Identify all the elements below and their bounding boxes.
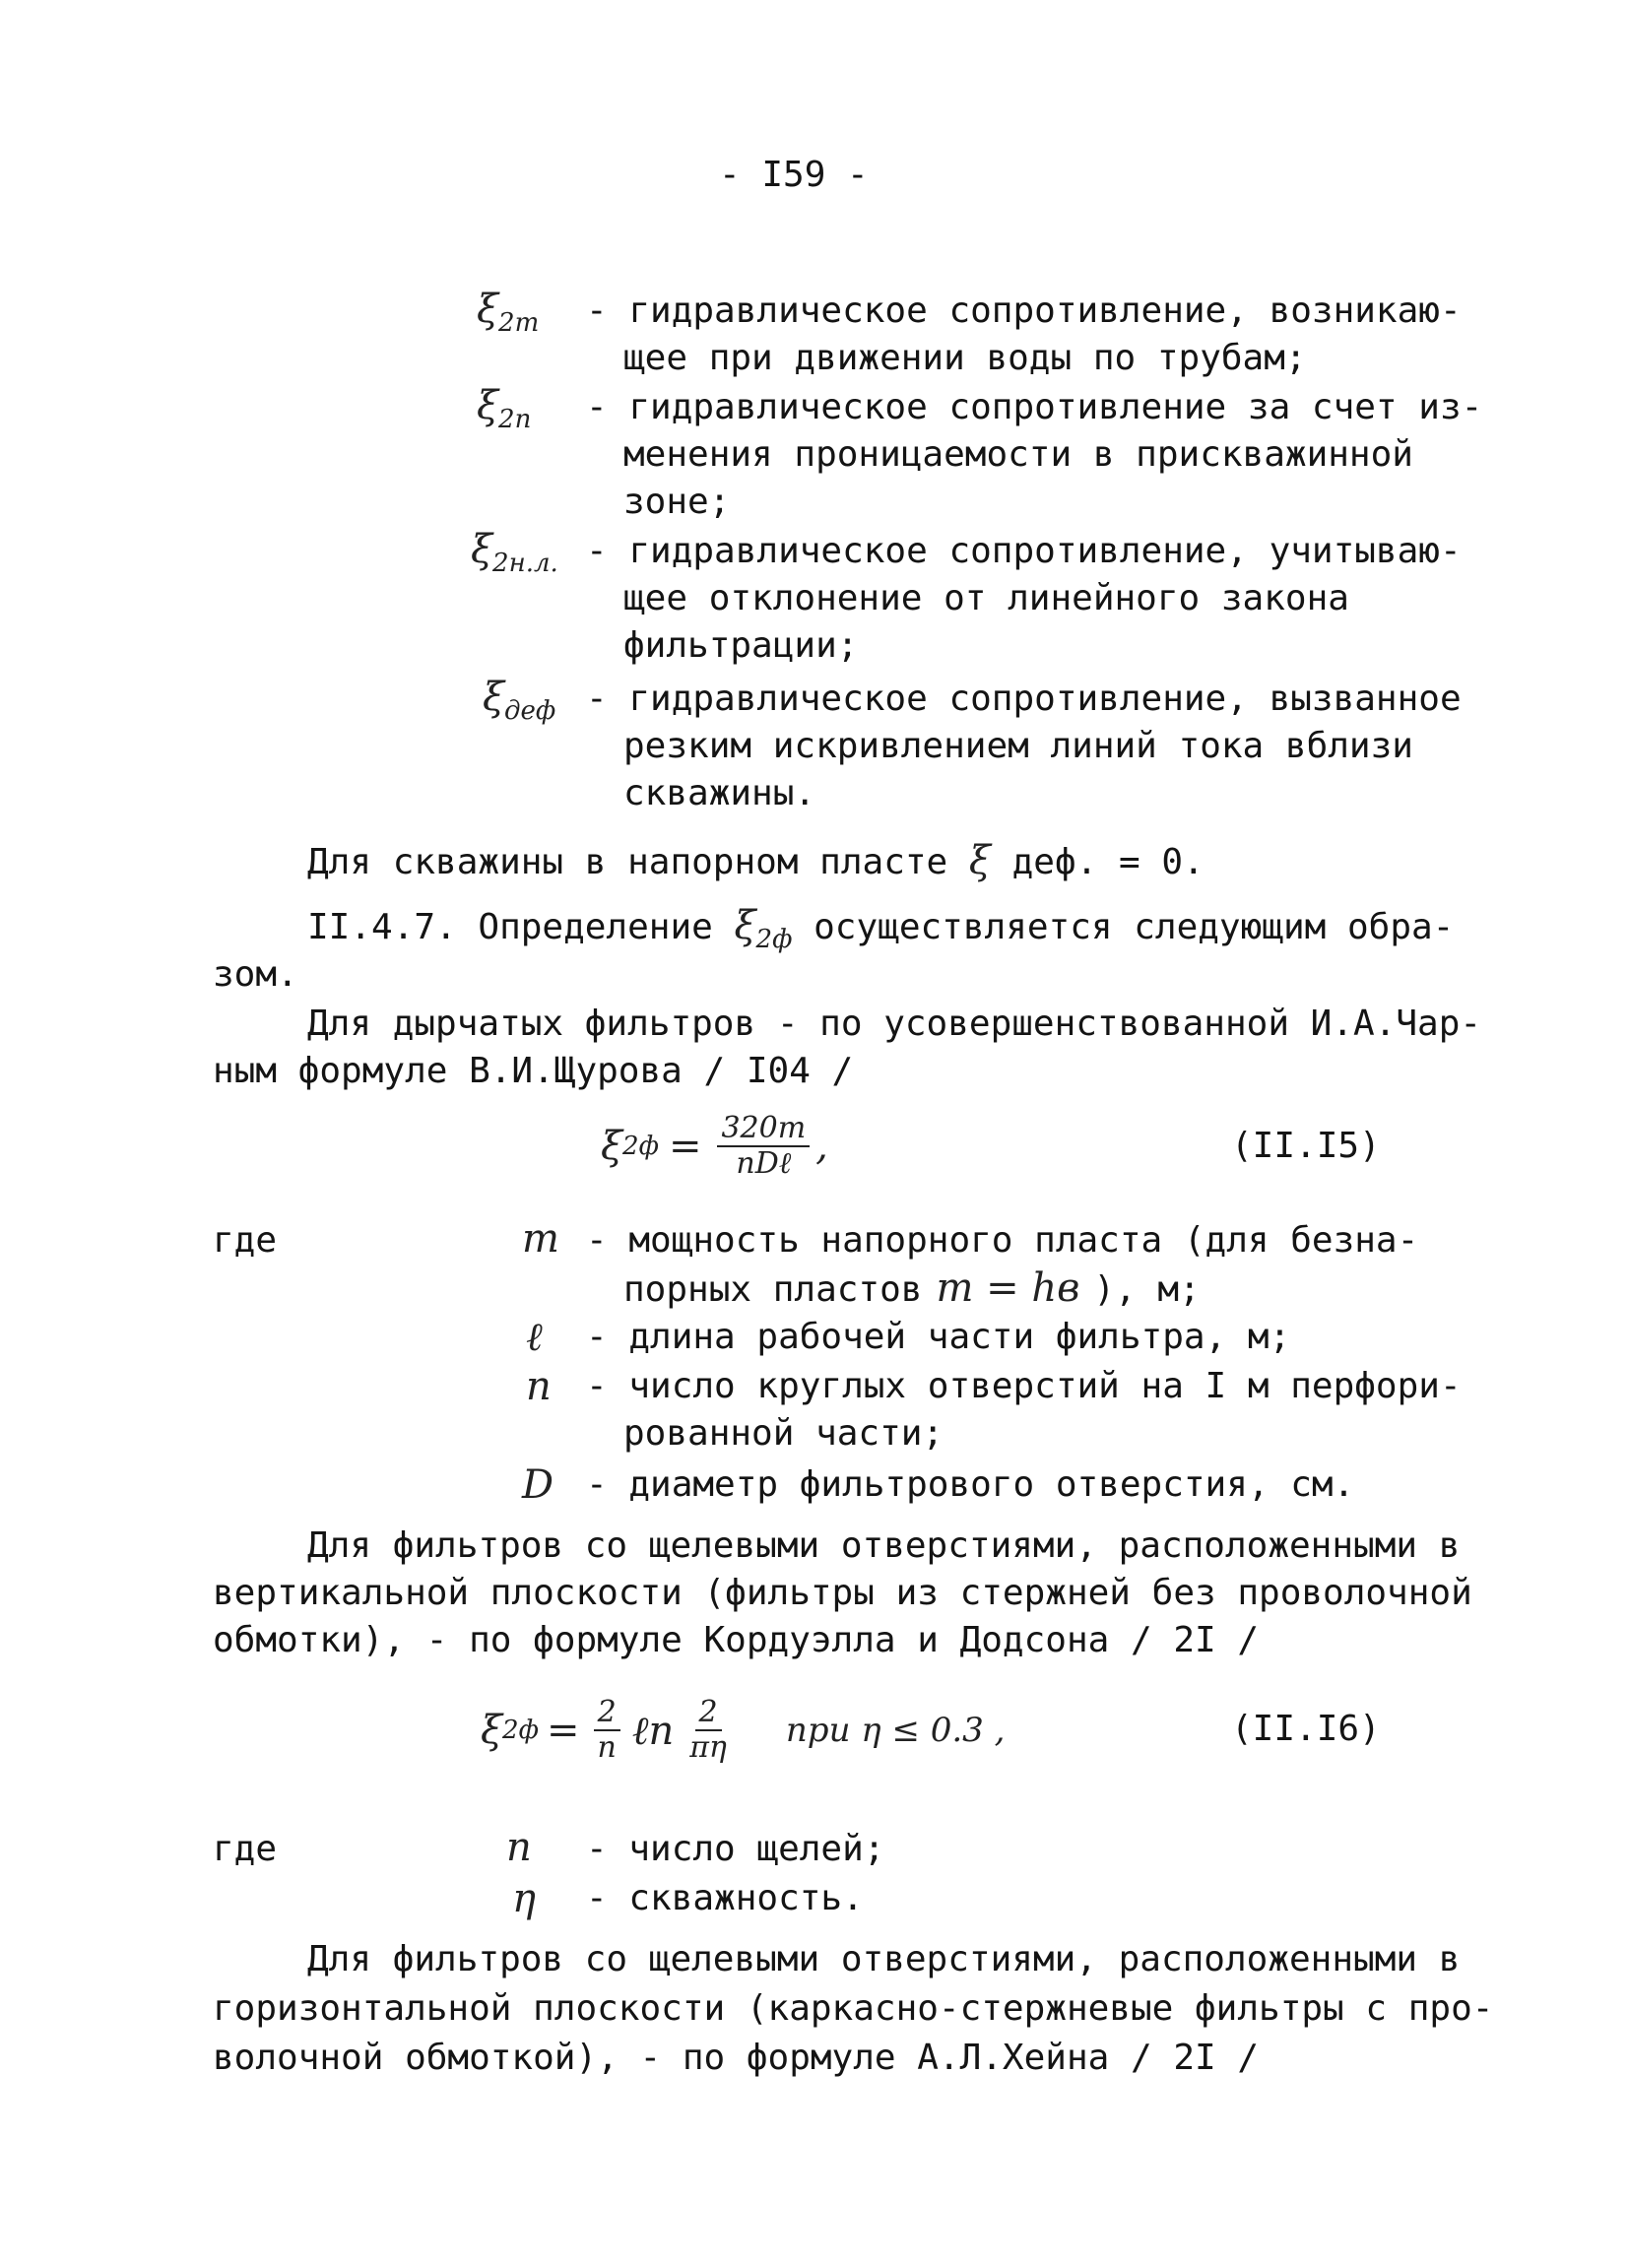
paragraph-text: вертикальной плоскости (фильтры из стержней без проволочной	[213, 1573, 1472, 1613]
formula-number: (II.I5)	[1231, 1126, 1381, 1166]
definition-text: - гидравлическое сопротивление за счет из-	[586, 387, 1483, 427]
paragraph-text: Для фильтров со щелевыми отверстиями, расположенными в	[307, 1525, 1461, 1566]
definition-text: - скважность.	[586, 1878, 864, 1918]
symbol-n: n	[506, 1825, 532, 1870]
symbol-xi-2nl: $\xi_{2н.л.}$	[471, 527, 558, 578]
symbol-l: ℓ	[526, 1315, 543, 1360]
definition-text: резким искривлением линий тока вблизи	[623, 726, 1413, 766]
paragraph-pressure-layer: Для скважины в напорном пласте ξ деф. = 0.	[307, 838, 1205, 883]
definition-text: - мощность напорного пласта (для безна-	[586, 1220, 1419, 1261]
page-number: - I59 -	[719, 155, 869, 195]
formula-ii-16: ξ 2ф = $\frac{2}{n}$ ℓn $\frac{2}{\pi\eta}$ при η ≤ 0.3 ,	[481, 1695, 1006, 1765]
symbol-m: m	[522, 1216, 559, 1262]
symbol-eta: η	[512, 1876, 536, 1921]
symbol-xi-2p: $\xi_{2п}$	[477, 383, 532, 434]
definition-text: рованной части;	[623, 1413, 944, 1454]
paragraph-text: ным формуле В.И.Щурова / I04 /	[213, 1051, 854, 1091]
paragraph-text: зом.	[213, 954, 298, 995]
where-label: где	[213, 1829, 278, 1869]
formula-number: (II.I6)	[1231, 1709, 1381, 1749]
definition-text: - длина рабочей части фильтра, м;	[586, 1317, 1291, 1357]
definition-text: порных пластов m = hв ), м;	[623, 1265, 1201, 1311]
symbol-xi-def: $\xi_{деф}$	[483, 675, 556, 726]
paragraph-text: Для фильтров со щелевыми отверстиями, расположенными в	[307, 1939, 1461, 1979]
definition-text: щее при движении воды по трубам;	[623, 338, 1307, 378]
definition-text: - гидравлическое сопротивление, учитываю-	[586, 531, 1462, 571]
definition-text: - гидравлическое сопротивление, возникаю-	[586, 291, 1462, 331]
symbol-d: D	[522, 1462, 554, 1508]
definition-text: - число щелей;	[586, 1829, 885, 1869]
definition-text: скважины.	[623, 773, 816, 813]
paragraph-text: Для дырчатых фильтров - по усовершенствованной И.А.Чар-	[307, 1004, 1482, 1044]
paragraph-text: волочной обмоткой), - по формуле А.Л.Хейна / 2I /	[213, 2038, 1260, 2078]
definition-text: зоне;	[623, 482, 731, 522]
symbol-n: n	[526, 1364, 552, 1409]
paragraph-text: обмотки), - по формуле Кордуэлла и Додсона / 2I /	[213, 1620, 1260, 1660]
formula-ii-15: ξ 2ф = $\frac{320m}{\text{nDℓ}}$ ,	[601, 1111, 828, 1181]
definition-text: фильтрации;	[623, 625, 859, 666]
definition-text: - гидравлическое сопротивление, вызванное	[586, 679, 1462, 719]
definition-text: щее отклонение от линейного закона	[623, 578, 1349, 618]
symbol-xi-2t: $\xi_{2т}$	[477, 287, 540, 338]
definition-text: менения проницаемости в прискважинной	[623, 434, 1413, 475]
paragraph-section-heading: II.4.7. Определение $\xi_{2ф}$ осуществляется следующим обра-	[307, 903, 1455, 954]
where-label: где	[213, 1220, 278, 1261]
paragraph-text: горизонтальной плоскости (каркасно-стержневые фильтры с про-	[213, 1988, 1494, 2029]
definition-text: - число круглых отверстий на I м перфори-	[586, 1366, 1462, 1406]
definition-text: - диаметр фильтрового отверстия, см.	[586, 1464, 1355, 1505]
